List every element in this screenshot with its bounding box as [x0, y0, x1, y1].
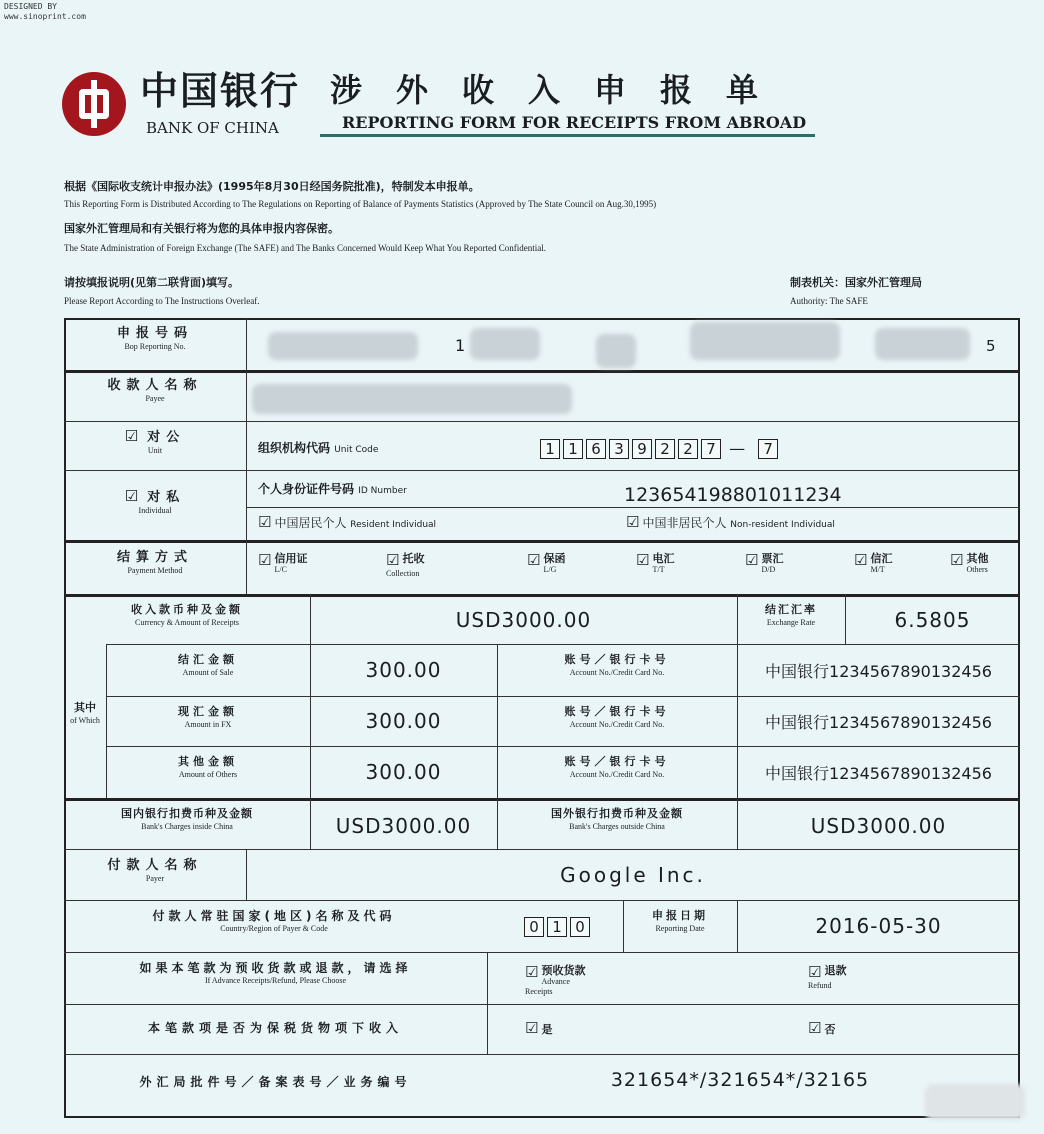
- authority-cn: 制表机关：国家外汇管理局: [790, 276, 922, 289]
- method-others[interactable]: ☑ 其他 Others: [950, 551, 989, 574]
- method-collection[interactable]: ☑ 托收 Collection: [386, 551, 425, 578]
- account-label: 账号／银行卡号 Account No./Credit Card No.: [564, 653, 670, 677]
- amount-of-sale-label: 结汇金额 Amount of Sale: [178, 653, 238, 677]
- method-tt[interactable]: ☑ 电汇 T/T: [636, 551, 675, 574]
- amount-in-fx-value: 300.00: [365, 709, 442, 733]
- unit-option[interactable]: ☑ 对公 Unit: [124, 427, 186, 455]
- resident-option[interactable]: ☑ 中国居民个人 Resident Individual: [258, 513, 437, 531]
- intro-cn-2: 国家外汇管理局和有关银行将为您的具体申报内容保密。: [64, 222, 339, 235]
- unit-code-boxes: 1 1 6 3 9 2 2 7 — 7: [540, 438, 781, 460]
- printer-mark: DESIGNED BY www.sinoprint.com: [4, 2, 86, 21]
- id-number-value: 123654198801011234: [624, 484, 842, 506]
- amount-in-fx-label: 现汇金额 Amount in FX: [178, 705, 238, 729]
- bank-name-cn: 中国银行: [140, 68, 301, 113]
- currency-amount: USD3000.00: [455, 608, 592, 632]
- authority-en: Authority: The SAFE: [790, 296, 868, 306]
- exchange-rate-label: 结汇汇率 Exchange Rate: [765, 603, 817, 627]
- bonded-label: 本笔款项是否为保税货物项下收入: [147, 1021, 403, 1035]
- account-label: 账号／银行卡号 Account No./Credit Card No.: [564, 755, 670, 779]
- bank-of-china-logo: [62, 72, 126, 136]
- advance-receipts-option[interactable]: ☑ 预收货款 Advance Receipts: [525, 963, 586, 996]
- charges-outside-label: 国外银行扣费币种及金额 Bank's Charges outside China: [551, 807, 683, 831]
- refund-option[interactable]: ☑ 退款 Refund: [808, 963, 847, 990]
- form-title-en: REPORTING FORM FOR RECEIPTS FROM ABROAD: [320, 113, 815, 137]
- charges-inside-value: USD3000.00: [335, 814, 472, 838]
- bonded-no-option[interactable]: ☑ 否: [808, 1019, 836, 1037]
- exchange-rate-value: 6.5805: [894, 608, 971, 632]
- reporting-date-label: 申报日期 Reporting Date: [652, 909, 708, 933]
- redacted-block: [596, 334, 636, 368]
- reporting-date-value: 2016-05-30: [815, 914, 942, 938]
- unit-code-label: 组织机构代码 Unit Code: [258, 441, 379, 455]
- method-mt[interactable]: ☑ 信汇 M/T: [854, 551, 893, 574]
- reporting-no-digit: 1: [455, 336, 466, 355]
- approval-no-value: 321654*/321654*/32165: [610, 1069, 870, 1091]
- redacted-block: [690, 322, 840, 360]
- of-which-label: 其中 of Which: [70, 701, 100, 725]
- individual-option[interactable]: ☑ 对私 Individual: [124, 487, 186, 515]
- intro-en-1: This Reporting Form is Distributed According to The Regulations on Reporting of Balance of Payments Statistics (Approved by The State Council on Aug.30,1995): [64, 199, 657, 209]
- advance-label: 如果本笔款为预收货款或退款，请选择 If Advance Receipts/Refund, Please Choose: [139, 961, 412, 985]
- redacted-payee: [252, 384, 572, 414]
- instructions-cn: 请按填报说明(见第二联背面)填写。: [64, 276, 240, 289]
- intro-en-2: The State Administration of Foreign Exchange (The SAFE) and The Banks Concerned Would Keep What You Reported Confidential.: [64, 243, 546, 253]
- country-label: 付款人常驻国家(地区)名称及代码 Country/Region of Payer & Code: [152, 909, 396, 933]
- form-title-cn: 涉外收入申报单: [330, 71, 793, 109]
- amount-of-sale-value: 300.00: [365, 658, 442, 682]
- intro-cn-1: 根据《国际收支统计申报办法》(1995年8月30日经国务院批准)，特制发本申报单。: [64, 180, 480, 193]
- bank-name-en: BANK OF CHINA: [146, 119, 279, 137]
- currency-label: 收入款币种及金额 Currency & Amount of Receipts: [131, 603, 243, 627]
- payment-method-label: 结算方式 Payment Method: [116, 550, 193, 575]
- bonded-yes-option[interactable]: ☑ 是: [525, 1019, 553, 1037]
- account-value: 中国银行1234567890132456: [765, 662, 992, 681]
- payer-label: 付款人名称 Payer: [107, 858, 203, 883]
- method-dd[interactable]: ☑ 票汇 D/D: [745, 551, 784, 574]
- payer-value: Google Inc.: [560, 863, 706, 887]
- country-code-boxes: 0 1 0: [524, 916, 593, 938]
- account-value: 中国银行1234567890132456: [765, 713, 992, 732]
- payee-label: 收款人名称 Payee: [107, 378, 203, 403]
- approval-no-label: 外汇局批件号／备案表号／业务编号: [139, 1075, 412, 1089]
- redacted-block: [875, 328, 970, 360]
- redacted-block: [470, 328, 540, 360]
- redacted-block: [268, 332, 418, 360]
- charges-outside-value: USD3000.00: [810, 814, 947, 838]
- amount-of-others-label: 其他金额 Amount of Others: [178, 755, 238, 779]
- watermark-blur: [925, 1084, 1025, 1120]
- reporting-no-end: 5: [986, 337, 996, 355]
- instructions-en: Please Report According to The Instructions Overleaf.: [64, 296, 260, 306]
- account-label: 账号／银行卡号 Account No./Credit Card No.: [564, 705, 670, 729]
- method-lc[interactable]: ☑ 信用证 L/C: [258, 551, 308, 574]
- charges-inside-label: 国内银行扣费币种及金额 Bank's Charges inside China: [121, 807, 253, 831]
- method-lg[interactable]: ☑ 保函 L/G: [527, 551, 566, 574]
- id-number-label: 个人身份证件号码 ID Number: [258, 482, 407, 496]
- nonresident-option[interactable]: ☑ 中国非居民个人 Non-resident Individual: [626, 513, 835, 531]
- account-value: 中国银行1234567890132456: [765, 764, 992, 783]
- amount-of-others-value: 300.00: [365, 760, 442, 784]
- reporting-no-label: 申报号码 Bop Reporting No.: [116, 326, 193, 351]
